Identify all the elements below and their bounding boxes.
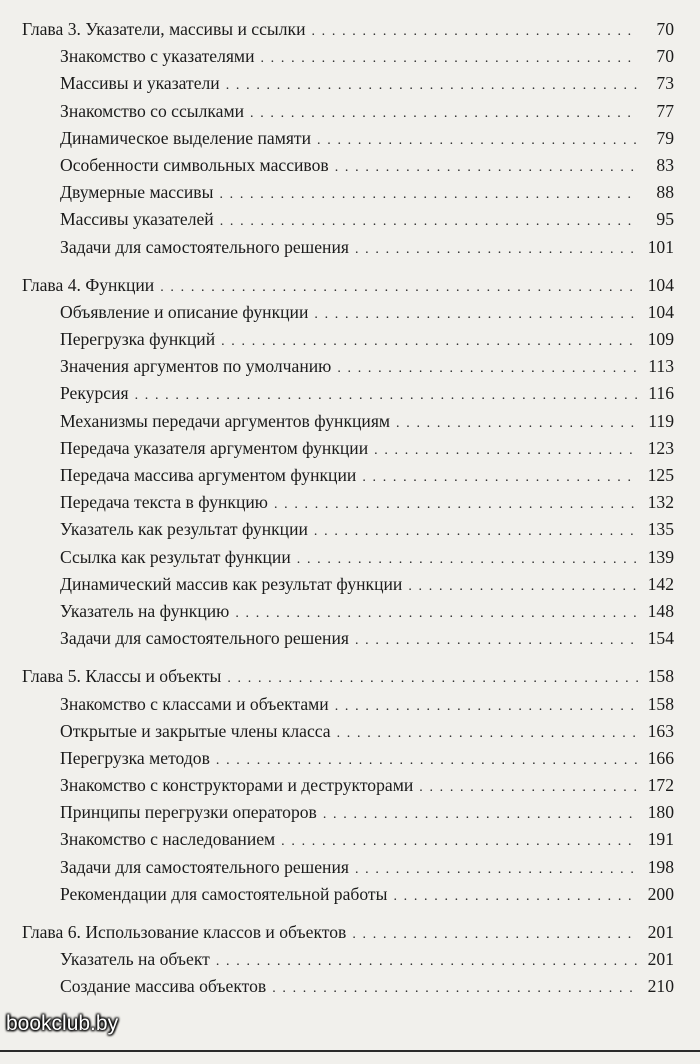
section-entry: [22, 462, 674, 489]
page-number: 101: [647, 236, 674, 257]
dot-leader: [226, 72, 638, 99]
section-title: Знакомство со ссылками: [60, 100, 245, 121]
page-number: 88: [656, 182, 674, 203]
section-title: Перегрузка функций: [60, 329, 216, 350]
section-title: Задачи для самостоятельного решения: [60, 236, 349, 257]
section-entry: [22, 43, 674, 70]
page-number: 142: [647, 573, 674, 594]
dot-leader: [355, 627, 638, 654]
page-number: 148: [647, 600, 674, 621]
page-number: 180: [647, 802, 674, 823]
chapter-title: Глава 3. Указатели, массивы и ссылки: [22, 19, 306, 39]
dot-leader: [374, 437, 638, 464]
dot-leader: [335, 693, 638, 720]
section-title: Механизмы передачи аргументов функциям: [60, 410, 391, 431]
chapter-title: Глава 5. Классы и объекты: [22, 666, 222, 687]
dot-leader: [274, 491, 638, 518]
dot-leader: [393, 883, 638, 910]
page-number: 116: [648, 383, 674, 404]
page-number: 154: [647, 628, 674, 649]
section-title: Задачи для самостоятельного решения: [60, 628, 349, 649]
chapter-5: [22, 663, 674, 908]
dot-leader: [311, 18, 638, 45]
section-entry: [22, 516, 674, 543]
chapter-6: [22, 919, 674, 1001]
section-title: Знакомство с конструкторами и деструкторами: [60, 775, 414, 796]
dot-leader: [160, 274, 638, 301]
dot-leader: [408, 573, 638, 600]
section-title: Передача указателя аргументом функции: [60, 437, 369, 458]
section-entry: [22, 598, 674, 625]
chapter-title: Глава 6. Использование классов и объектов: [22, 922, 347, 942]
section-entry: [22, 435, 674, 462]
page-number: 163: [647, 720, 674, 741]
section-entry: [22, 70, 674, 97]
chapter-4: [22, 272, 674, 653]
section-title: Массивы указателей: [60, 209, 214, 230]
section-entry: [22, 881, 674, 908]
dot-leader: [216, 948, 638, 975]
section-entry: [22, 571, 674, 598]
chapter-heading: [22, 272, 674, 299]
page-number: 109: [647, 329, 674, 350]
page-number: 158: [647, 666, 674, 687]
section-entry: [22, 691, 674, 718]
dot-leader: [337, 355, 638, 382]
section-title: Указатель как результат функции: [60, 519, 308, 540]
chapter-heading: [22, 663, 674, 690]
page-number: 113: [648, 356, 674, 377]
page-number: 104: [647, 301, 674, 322]
dot-leader: [281, 828, 638, 855]
page-number: 73: [656, 73, 674, 94]
section-title: Двумерные массивы: [60, 182, 214, 203]
page-number: 172: [647, 775, 674, 796]
section-title: Массивы и указатели: [60, 73, 220, 94]
dot-leader: [352, 921, 638, 948]
page-number: 77: [656, 100, 674, 121]
section-entry: [22, 946, 674, 973]
section-title: Динамический массив как результат функции: [60, 573, 403, 594]
section-entry: [22, 234, 674, 261]
section-entry: [22, 179, 674, 206]
page-number: 191: [647, 829, 674, 850]
dot-leader: [419, 774, 638, 801]
page-number: 158: [647, 693, 674, 714]
section-entry: [22, 98, 674, 125]
watermark: bookclub.by: [6, 1012, 119, 1035]
section-title: Динамическое выделение памяти: [60, 127, 312, 148]
dot-leader: [272, 975, 638, 1002]
section-entry: [22, 745, 674, 772]
section-title: Ссылка как результат функции: [60, 546, 291, 567]
section-title: Указатель на функцию: [60, 600, 230, 621]
dot-leader: [250, 100, 638, 127]
dot-leader: [355, 236, 638, 263]
chapter-title: Глава 4. Функции: [22, 274, 155, 295]
page-number: 79: [656, 127, 674, 148]
dot-leader: [314, 518, 638, 545]
dot-leader: [135, 382, 638, 409]
page-number: 210: [647, 976, 674, 997]
section-entry: [22, 299, 674, 326]
section-entry: [22, 380, 674, 407]
dot-leader: [362, 464, 638, 491]
section-title: Передача текста в функцию: [60, 492, 268, 513]
dot-leader: [355, 856, 638, 883]
dot-leader: [317, 127, 638, 154]
section-entry: [22, 625, 674, 652]
table-of-contents: [22, 16, 674, 1012]
section-entry: [22, 826, 674, 853]
dot-leader: [335, 154, 638, 181]
page-number: 83: [656, 154, 674, 175]
page-number: 132: [647, 492, 674, 513]
dot-leader: [219, 181, 638, 208]
dot-leader: [323, 801, 638, 828]
section-title: Создание массива объектов: [60, 976, 267, 997]
page-edge-rule: [0, 1050, 700, 1052]
page-number: 70: [656, 46, 674, 67]
section-entry: [22, 854, 674, 881]
section-title: Открытые и закрытые члены класса: [60, 720, 331, 741]
dot-leader: [221, 328, 638, 355]
dot-leader: [235, 600, 638, 627]
section-entry: [22, 544, 674, 571]
dot-leader: [314, 301, 638, 328]
section-entry: [22, 408, 674, 435]
section-title: Значения аргументов по умолчанию: [60, 356, 332, 377]
section-title: Рекурсия: [60, 383, 129, 404]
dot-leader: [220, 208, 638, 235]
section-title: Знакомство с классами и объектами: [60, 693, 329, 714]
page-number: 201: [647, 949, 674, 970]
section-title: Задачи для самостоятельного решения: [60, 856, 349, 877]
section-title: Знакомство с указателями: [60, 46, 255, 67]
page-number: 200: [647, 883, 674, 904]
section-title: Рекомендации для самостоятельной работы: [60, 883, 388, 904]
section-title: Передача массива аргументом функции: [60, 465, 357, 485]
page-number: 135: [647, 519, 674, 540]
page-number: 70: [656, 19, 674, 39]
section-entry: [22, 973, 674, 1000]
page-number: 125: [647, 465, 674, 485]
dot-leader: [216, 747, 638, 774]
chapter-heading: [22, 16, 674, 43]
dot-leader: [396, 410, 638, 437]
dot-leader: [260, 45, 638, 72]
section-entry: [22, 799, 674, 826]
section-title: Принципы перегрузки операторов: [60, 802, 317, 823]
page-number: 198: [647, 856, 674, 877]
dot-leader: [337, 720, 638, 747]
page-number: 119: [648, 410, 674, 431]
page-number: 139: [647, 546, 674, 567]
section-entry: [22, 718, 674, 745]
section-entry: [22, 353, 674, 380]
section-title: Знакомство с наследованием: [60, 829, 276, 850]
page-number: 166: [647, 747, 674, 768]
chapter-3: [22, 16, 674, 261]
section-entry: [22, 489, 674, 516]
page-number: 104: [647, 274, 674, 295]
page-number: 123: [647, 437, 674, 458]
section-entry: [22, 326, 674, 353]
section-title: Указатель на объект: [60, 949, 210, 970]
section-title: Объявление и описание функции: [60, 301, 309, 322]
dot-leader: [227, 665, 638, 692]
section-entry: [22, 206, 674, 233]
page-number: 201: [647, 922, 674, 942]
section-title: Перегрузка методов: [60, 747, 210, 768]
section-entry: [22, 125, 674, 152]
section-title: Особенности символьных массивов: [60, 154, 329, 175]
chapter-heading: [22, 919, 674, 946]
section-entry: [22, 152, 674, 179]
page-number: 95: [656, 209, 674, 230]
section-entry: [22, 772, 674, 799]
dot-leader: [297, 546, 638, 573]
